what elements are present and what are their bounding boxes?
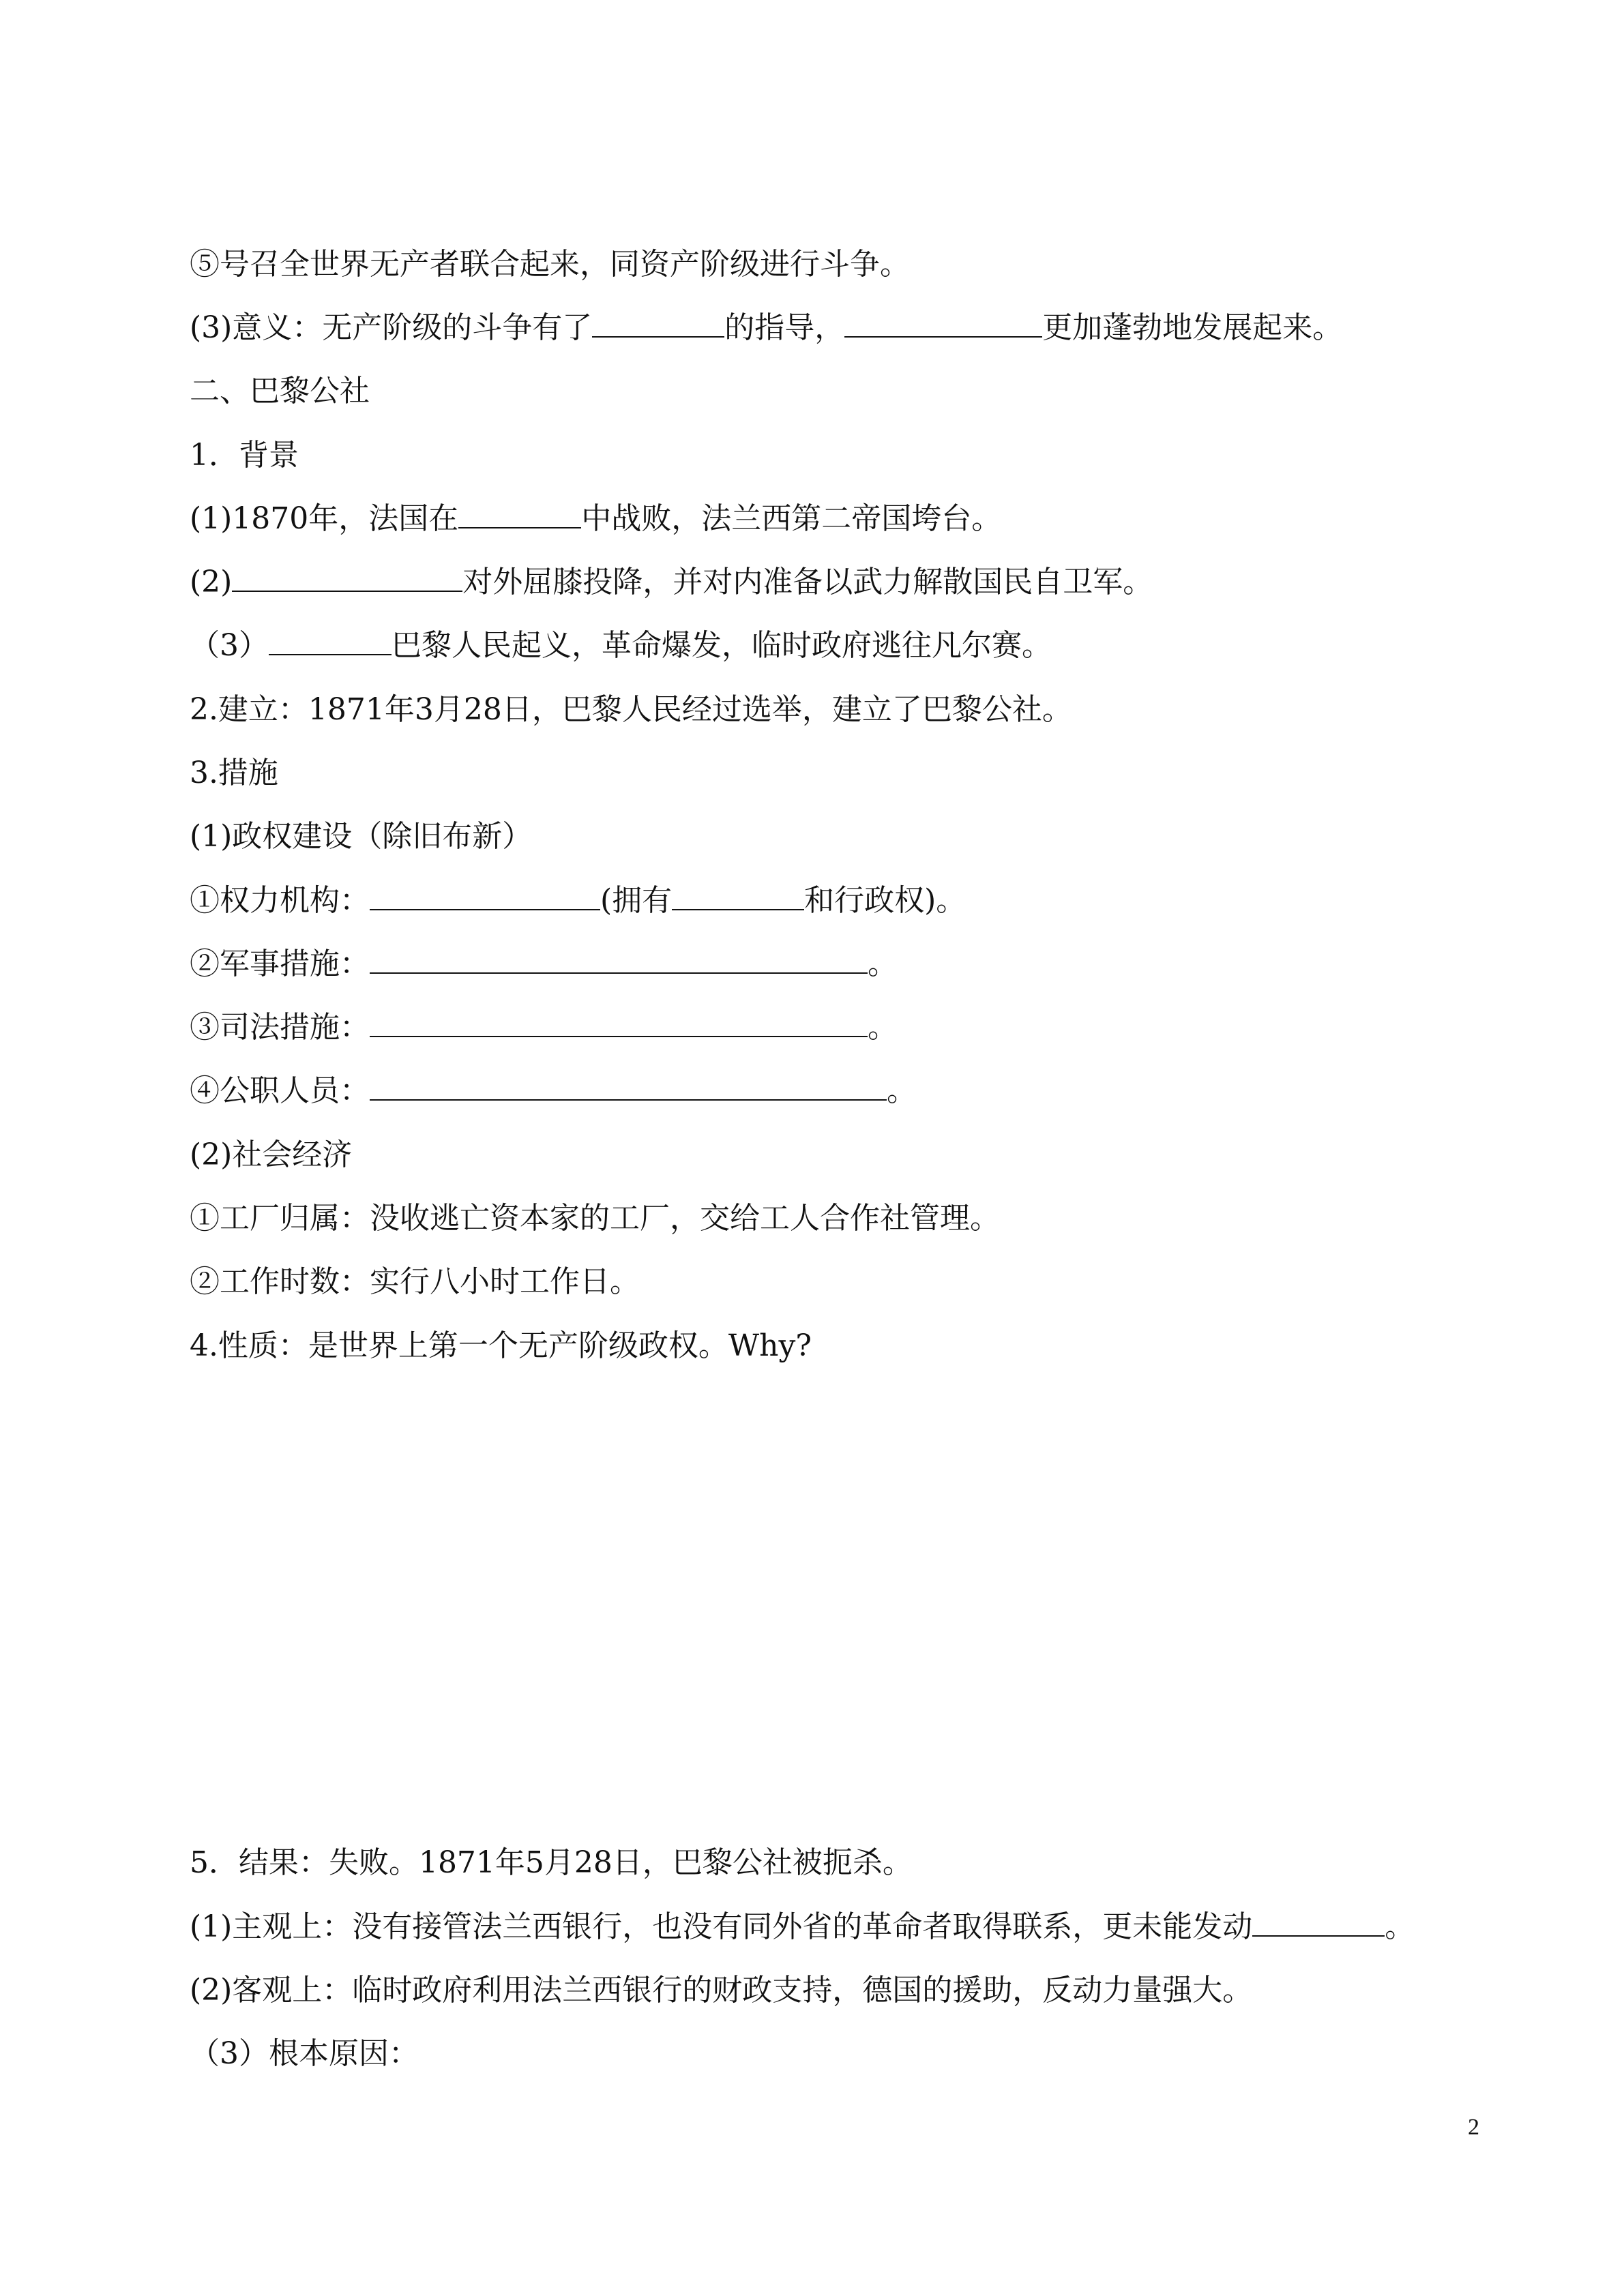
text-line: 5．结果：失败。1871年5月28日，巴黎公社被扼杀。 [189,1845,913,1880]
fill-blank[interactable] [370,882,600,910]
text-line: （3）根本原因： [189,2036,419,2071]
text-line: (2)社会经济 [189,1137,353,1172]
text-line: ⑤号召全世界无产者联合起来，同资产阶级进行斗争。 [189,247,910,282]
fill-blank[interactable] [844,309,1042,338]
text-line: (1)1870年，法国在 中战败，法兰西第二帝国垮台。 [189,501,1002,536]
fill-blank[interactable] [269,627,392,655]
fill-blank[interactable] [370,1072,887,1101]
subheading: 3.措施 [189,756,278,790]
fill-blank[interactable] [370,945,868,974]
text-line: ①权力机构： (拥有 和行政权)。 [189,883,966,918]
text-line: ③司法措施： 。 [189,1010,898,1045]
text-line: (1)政权建设（除旧布新） [189,819,533,854]
page-number: 2 [1468,2115,1479,2140]
text-line: (3)意义：无产阶级的斗争有了 的指导， 更加蓬勃地发展起来。 [189,310,1343,345]
fill-blank[interactable] [592,309,724,338]
section-heading: 二、巴黎公社 [189,374,370,408]
text-line: ②军事措施： 。 [189,946,898,981]
text-line: ④公职人员： 。 [189,1073,917,1108]
text-line: （3） 巴黎人民起义，革命爆发，临时政府逃往凡尔赛。 [189,628,1052,663]
subheading: 1．背景 [189,438,299,473]
text-line: 4.性质：是世界上第一个无产阶级政权。Why? [189,1328,812,1363]
fill-blank[interactable] [1252,1908,1385,1937]
text-line: (2) 对外屈膝投降，并对内准备以武力解散国民自卫军。 [189,565,1153,599]
text-line: 2.建立：1871年3月28日，巴黎人民经过选举，建立了巴黎公社。 [189,692,1072,727]
fill-blank[interactable] [232,563,462,592]
fill-blank[interactable] [370,1009,868,1037]
text-line: (2)客观上：临时政府利用法兰西银行的财政支持，德国的援助，反动力量强大。 [189,1973,1253,2008]
text-line: ②工作时数：实行八小时工作日。 [189,1264,640,1299]
text-line: (1)主观上：没有接管法兰西银行，也没有同外省的革命者取得联系，更未能发动 。 [189,1909,1415,1944]
fill-blank[interactable] [458,500,581,528]
text-line: ①工厂归属：没收逃亡资本家的工厂，交给工人合作社管理。 [189,1201,1000,1236]
fill-blank[interactable] [672,882,804,910]
